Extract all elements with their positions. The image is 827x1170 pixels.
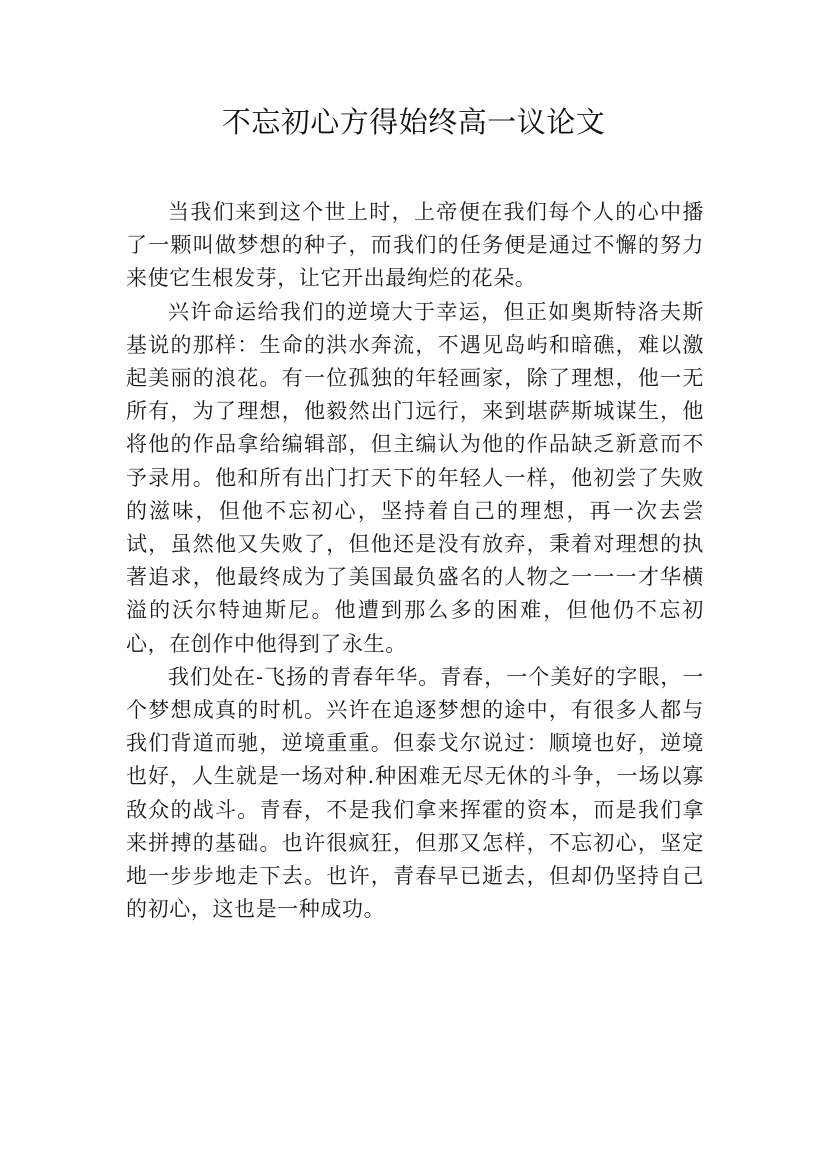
paragraph-3: 我们处在-飞扬的青春年华。青春，一个美好的字眼，一个梦想成真的时机。兴许在追逐梦想的途中，有很多人都与我们背道而驰，逆境重重。但泰戈尔说过：顺境也好，逆境也好，人生就是一场对种.种困难无尽无休的斗争，一场以寡敌众的战斗。青春，不是我们拿来挥霍的资本，而是我们拿来拼搏的基础。也许很疯狂，但那又怎样，不忘初心，坚定地一步步地走下去。也许，青春早已逝去，但却仍坚持自己的初心，这也是一种成功。	[126, 664, 704, 922]
document-title: 不忘初心方得始终高一议论文	[221, 105, 606, 139]
paragraph-1: 当我们来到这个世上时，上帝便在我们每个人的心中播了一颗叫做梦想的种子，而我们的任务便是通过不懈的努力来使它生根发芽，让它开出最绚烂的花朵。	[126, 200, 704, 291]
document-body	[126, 196, 704, 926]
paragraph-2: 兴许命运给我们的逆境大于幸运，但正如奥斯特洛夫斯基说的那样：生命的洪水奔流，不遇见岛屿和暗礁，难以激起美丽的浪花。有一位孤独的年轻画家，除了理想，他一无所有，为了理想，他毅然出门远行，来到堪萨斯城谋生，他将他的作品拿给编辑部，但主编认为他的作品缺乏新意而不予录用。他和所有出门打天下的年轻人一样，他初尝了失败的滋味，但他不忘初心，坚持着自己的理想，再一次去尝试，虽然他又失败了，但他还是没有放弃，秉着对理想的执著追求，他最终成为了美国最负盛名的人物之一一一才华横溢的沃尔特迪斯尼。他遭到那么多的困难，但他仍不忘初心，在创作中他得到了永生。	[126, 299, 704, 656]
